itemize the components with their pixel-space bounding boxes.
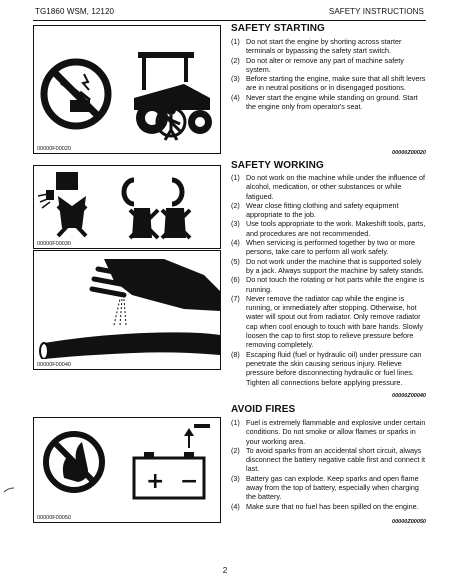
- list-item: (1) Fuel is extremely flammable and explosive under certain conditions. Do not smoke or allow flames or sparks in your working area.: [231, 418, 426, 446]
- section-title-safety-working: SAFETY WORKING: [231, 160, 324, 171]
- safety-starting-list: [231, 37, 429, 111]
- figure-escaping-fluid: [33, 250, 221, 370]
- avoid-fires-list: [231, 418, 429, 511]
- list-item: (2) To avoid sparks from an accidental short circuit, always disconnect the battery negative cable first and connect it last.: [231, 445, 425, 474]
- figure-safety-working: [33, 165, 221, 249]
- figure-safety-starting: [33, 25, 221, 154]
- list-item: (1) Do not work on the machine while under the influence of alcohol, medication, or other substances or while fatigued.: [231, 173, 425, 201]
- list-item: (4) Make sure that no fuel has been spilled on the engine.: [231, 501, 419, 511]
- svg-text:+: +: [146, 469, 165, 494]
- section-title-safety-starting: SAFETY STARTING: [231, 23, 325, 34]
- list-item: (4) When servicing is performed together by two or more persons, take care to perform all work safely.: [231, 238, 415, 257]
- figure-id: 00000F00020: [37, 146, 71, 152]
- figure-avoid-fires: [33, 417, 221, 523]
- list-item: (2) Wear close fitting clothing and safety equipment appropriate to the job.: [231, 200, 399, 220]
- section-code: 00000Z00050: [392, 519, 426, 525]
- svg-text:−: −: [180, 469, 199, 494]
- clothing-and-hands-illustration: [34, 166, 220, 240]
- list-item: (3) Battery gas can explode. Keep sparks and open flame away from the top of battery, especially when charging the battery.: [231, 473, 419, 502]
- escaping-fluid-illustration: [34, 251, 220, 359]
- section-code: 00000Z00020: [392, 150, 426, 156]
- section-header: SAFETY INSTRUCTIONS: [328, 7, 424, 16]
- margin-mark: [4, 487, 14, 493]
- list-item: (2) Do not alter or remove any part of machine safety system.: [231, 55, 404, 74]
- prohibited-shorting-illustration: [34, 26, 220, 144]
- list-item: (1) Do not start the engine by shorting across starter terminals or bypassing the safety start switch.: [231, 37, 402, 56]
- list-item: (3) Before starting the engine, make sure that all shift levers are in neutral positions or in disengaged positions.: [231, 74, 426, 93]
- section-code: 00000Z00040: [392, 393, 426, 399]
- list-item: (4) Never start the engine while standing on ground. Start the engine only from operator's seat.: [231, 92, 418, 112]
- list-item: (8) Escaping fluid (fuel or hydraulic oil) under pressure can penetrate the skin causing serious injury. Relieve pressure before disconnecting hydraulic or fuel lines. Tighten all connections before applying pressure.: [231, 349, 422, 387]
- page-number: 2: [222, 566, 228, 575]
- list-item: (5) Do not work under the machine that is supported solely by a jack. Always support the machine by safety stands.: [231, 256, 424, 275]
- section-title-avoid-fires: AVOID FIRES: [231, 404, 296, 415]
- figure-id: 00000F00050: [37, 515, 71, 521]
- figure-id: 00000F00040: [37, 362, 71, 368]
- no-fire-battery-illustration: [34, 418, 220, 512]
- list-item: (7) Never remove the radiator cap while the engine is running, or immediately after stopping. Otherwise, hot water will spout out from radiator. Only remove radiator cap when cool enough to touch with bare hands. Slowly loosen the cap to first stop to relieve pressure before removing completely.: [231, 293, 424, 350]
- list-item: (3) Use tools appropriate to the work. Makeshift tools, parts, and procedures are not recommended.: [231, 219, 426, 238]
- figure-id: 00000F00030: [37, 241, 71, 247]
- list-item: (6) Do not touch the rotating or hot parts while the engine is running.: [231, 275, 425, 294]
- header-rule: [33, 20, 426, 21]
- safety-working-list: [231, 173, 429, 387]
- document-id: TG1860 WSM, 12120: [35, 7, 115, 16]
